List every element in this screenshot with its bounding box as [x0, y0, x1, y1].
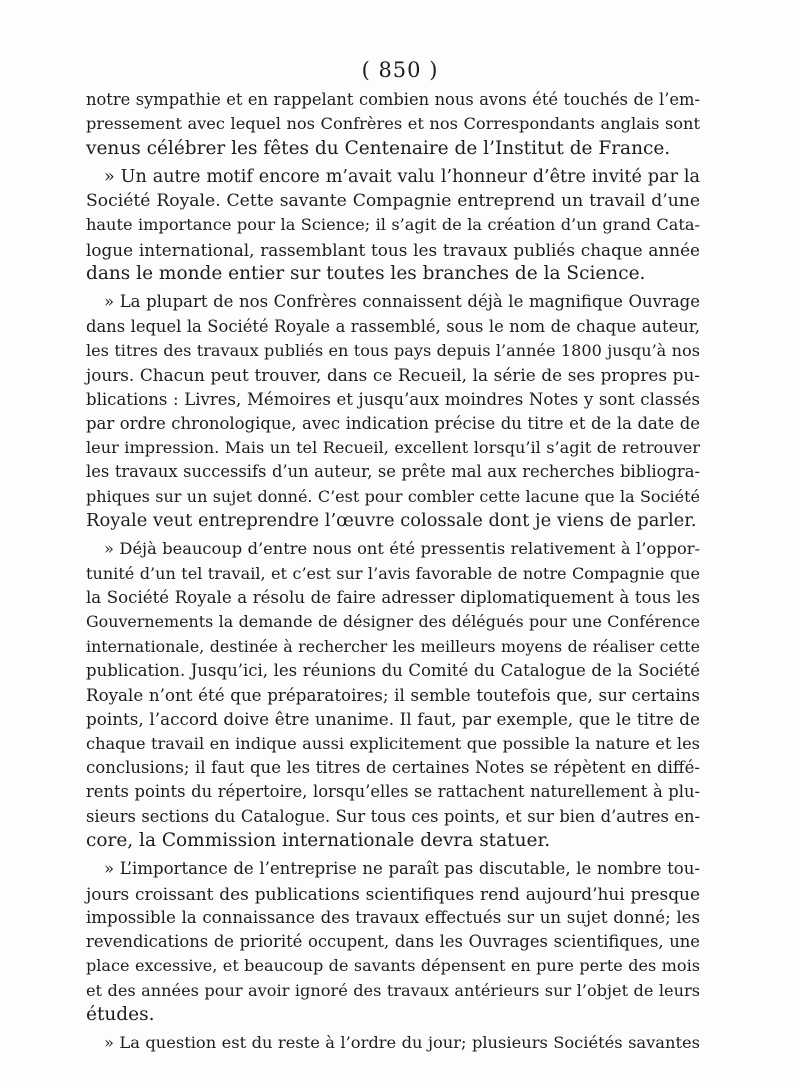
- paragraph: [86, 165, 700, 286]
- text-line: leur impression. Mais un tel Recueil, excellent lorsqu’il s’agit de retrouver: [86, 438, 700, 458]
- text-line: notre sympathie et en rappelant combien nous avons été touchés de l’em-: [86, 90, 700, 109]
- text-line: place excessive, et beaucoup de savants dépensent en pure perte des mois: [86, 956, 700, 976]
- text-line: études.: [86, 1003, 155, 1025]
- text-line: revendications de priorité occupent, dans les Ouvrages scientifiques, une: [86, 932, 700, 952]
- paragraph: [86, 1031, 700, 1055]
- text-line: jours. Chacun peut trouver, dans ce Recueil, la série de ses propres pu-: [86, 365, 700, 386]
- text-line: les travaux successifs d’un auteur, se prête mal aux recherches bibliogra-: [86, 462, 700, 482]
- text-line: rents points du répertoire, lorsqu’elles se rattachent naturellement à plu-: [86, 782, 700, 802]
- text-line: core, la Commission internationale devra statuer.: [86, 829, 551, 851]
- text-line: » La plupart de nos Confrères connaissent déjà le magnifique Ouvrage: [104, 292, 700, 312]
- text-line: tunité d’un tel travail, et c’est sur l’avis favorable de notre Compagnie que: [86, 563, 700, 583]
- text-line: Royale veut entreprendre l’œuvre colossale dont je viens de parler.: [86, 510, 697, 532]
- text-line: publication. Jusqu’ici, les réunions du Comité du Catalogue de la Société: [86, 660, 700, 680]
- text-line: la Société Royale a résolu de faire adresser diplomatiquement à tous les: [86, 587, 700, 607]
- text-line: haute importance pour la Science; il s’agit de la création d’un grand Cata-: [86, 215, 700, 235]
- text-line: points, l’accord doive être unanime. Il faut, par exemple, que le titre de: [86, 709, 700, 730]
- text-line: » La question est du reste à l’ordre du jour; plusieurs Sociétés savantes: [104, 1033, 700, 1053]
- text-line: phiques sur un sujet donné. C’est pour combler cette lacune que la Société: [86, 486, 700, 506]
- paragraph: [86, 857, 700, 1027]
- paragraph: [86, 537, 700, 853]
- text-line: impossible la connaissance des travaux effectués sur un sujet donné; les: [86, 907, 700, 927]
- text-line: » Déjà beaucoup d’entre nous ont été pressentis relativement à l’oppor-: [104, 539, 700, 559]
- text-line: logue international, rassemblant tous les travaux publiés chaque année: [86, 239, 700, 260]
- text-line: dans le monde entier sur toutes les branches de la Science.: [86, 263, 646, 285]
- text-line: jours croissant des publications scientifiques rend aujourd’hui presque: [86, 883, 700, 904]
- body-text: [86, 88, 700, 1056]
- text-line: dans lequel la Société Royale a rassemblé, sous le nom de chaque auteur,: [86, 316, 700, 336]
- text-line: pressement avec lequel nos Confrères et nos Correspondants anglais sont: [86, 114, 700, 134]
- text-line: et des années pour avoir ignoré des travaux antérieurs sur l’objet de leurs: [86, 980, 700, 1000]
- page-number: ( 850 ): [361, 58, 439, 82]
- paragraph: [86, 290, 700, 533]
- text-line: Société Royale. Cette savante Compagnie entreprend un travail d’une: [86, 191, 700, 212]
- text-line: » L’importance de l’entreprise ne paraît pas discutable, le nombre tou-: [104, 859, 700, 879]
- text-line: internationale, destinée à rechercher les meilleurs moyens de réaliser cette: [86, 636, 700, 656]
- text-line: Gouvernements la demande de désigner des délégués pour une Conférence: [86, 612, 700, 632]
- text-line: blications : Livres, Mémoires et jusqu’aux moindres Notes y sont classés: [86, 389, 700, 409]
- text-line: les titres des travaux publiés en tous pays depuis l’année 1800 jusqu’à nos: [86, 340, 700, 360]
- text-line: venus célébrer les fêtes du Centenaire de l’Institut de France.: [86, 137, 671, 159]
- text-line: sieurs sections du Catalogue. Sur tous ces points, et sur bien d’autres en-: [86, 806, 700, 826]
- text-line: chaque travail en indique aussi explicitement que possible la nature et les: [86, 733, 700, 753]
- text-line: » Un autre motif encore m’avait valu l’honneur d’être invité par la: [104, 166, 700, 187]
- paragraph: [86, 88, 700, 161]
- text-line: Royale n’ont été que préparatoires; il semble toutefois que, sur certains: [86, 685, 700, 706]
- text-line: conclusions; il faut que les titres de certaines Notes se répètent en diffé-: [86, 758, 700, 778]
- text-line: par ordre chronologique, avec indication précise du titre et de la date de: [86, 413, 700, 433]
